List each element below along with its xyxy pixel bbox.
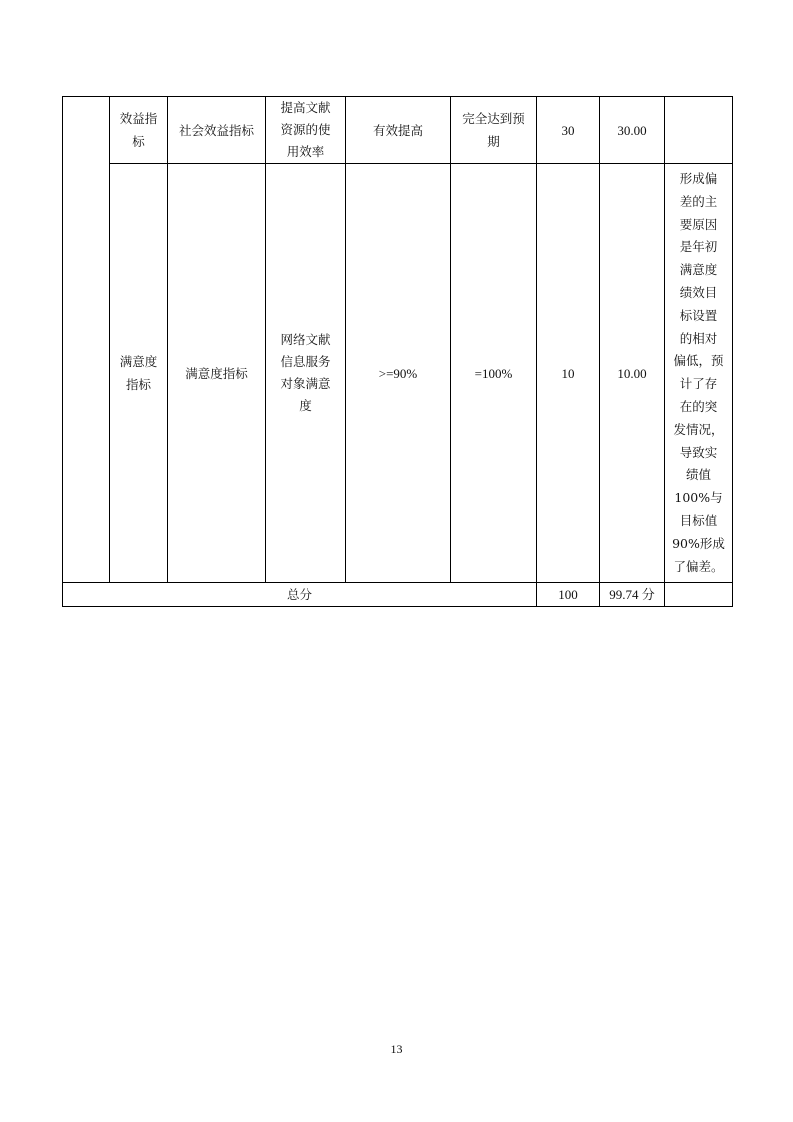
weight-cell: 30 bbox=[537, 97, 600, 164]
actual-cell: 完全达到预 期 bbox=[451, 97, 537, 164]
table-row bbox=[63, 97, 733, 164]
sub-indicator-cell: 社会效益指标 bbox=[168, 97, 266, 164]
target-cell: >=90% bbox=[346, 164, 451, 583]
merged-left-cell bbox=[63, 97, 110, 583]
total-label: 总分 bbox=[63, 583, 537, 607]
page-number: 13 bbox=[390, 1042, 403, 1056]
total-note bbox=[665, 583, 733, 607]
note-cell: 形成偏 差的主 要原因 是年初 满意度 绩效目 标设置 的相对 偏低，预 计了存 在的突 发情况， 导致实 绩值 100%与 目标值 90%形成 了偏差。 bbox=[665, 164, 733, 583]
note-cell bbox=[665, 97, 733, 164]
total-row bbox=[63, 583, 733, 607]
category-cell: 效益指 标 bbox=[110, 97, 168, 164]
total-weight: 100 bbox=[537, 583, 600, 607]
target-cell: 有效提高 bbox=[346, 97, 451, 164]
actual-cell: =100% bbox=[451, 164, 537, 583]
score-cell: 30.00 bbox=[600, 97, 665, 164]
total-score: 99.74 分 bbox=[600, 583, 665, 607]
performance-table bbox=[62, 96, 733, 607]
weight-cell: 10 bbox=[537, 164, 600, 583]
score-cell: 10.00 bbox=[600, 164, 665, 583]
indicator-cell: 网络文献 信息服务 对象满意 度 bbox=[266, 164, 346, 583]
category-cell: 满意度 指标 bbox=[110, 164, 168, 583]
sub-indicator-cell: 满意度指标 bbox=[168, 164, 266, 583]
table-row bbox=[63, 164, 733, 583]
indicator-cell: 提高文献 资源的使 用效率 bbox=[266, 97, 346, 164]
